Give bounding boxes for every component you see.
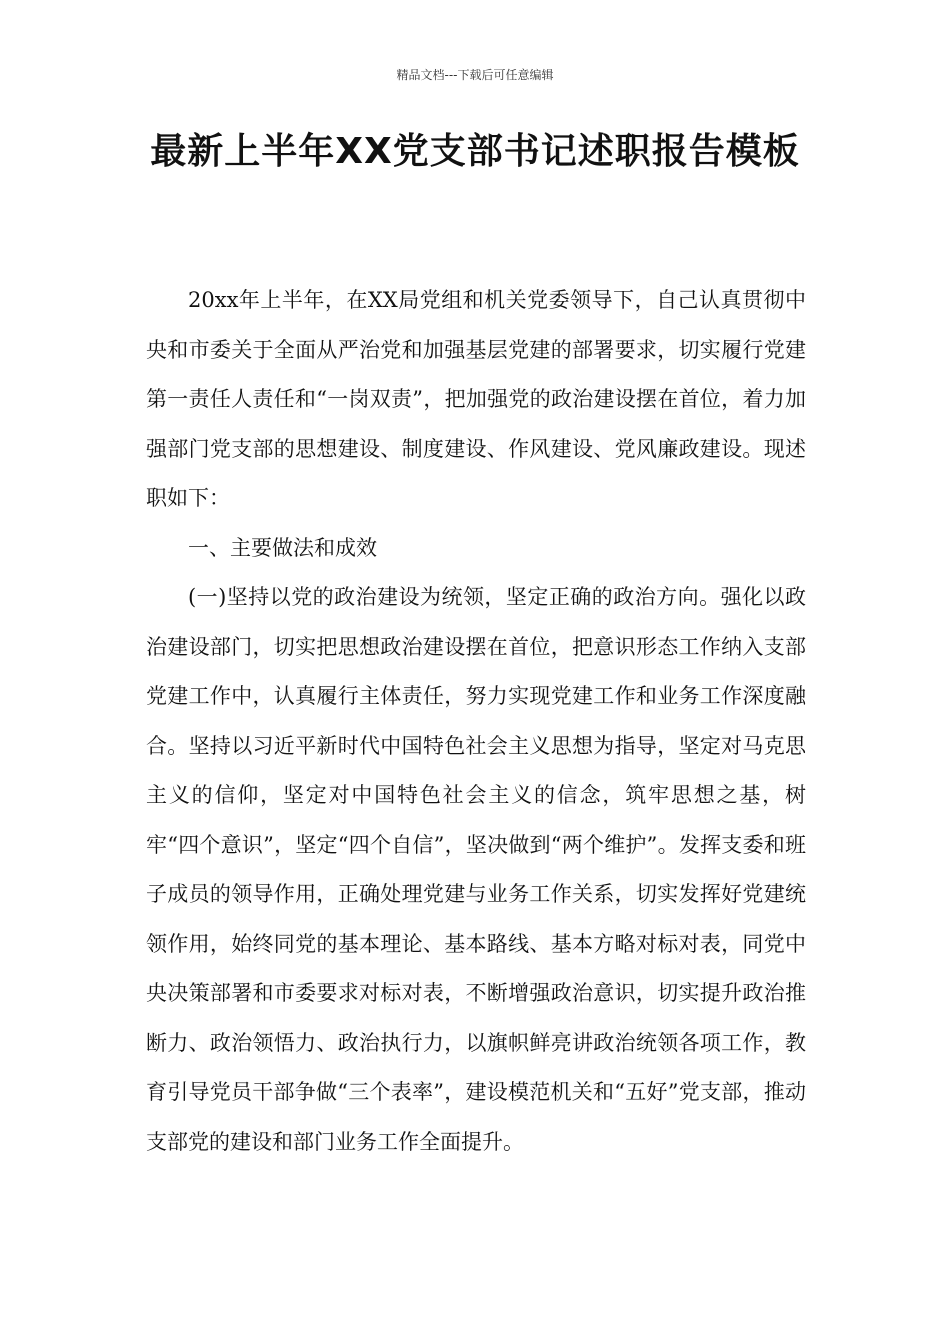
document-body [146, 276, 806, 1167]
document-title: 最新上半年XX党支部书记述职报告模板 [150, 131, 800, 172]
section-heading: 一、主要做法和成效 [188, 535, 377, 560]
paragraph-intro: 20xx年上半年，在XX局党组和机关党委领导下，自己认真贯彻中央和市委关于全面从严治党和加强基层党建的部署要求，切实履行党建第一责任人责任和“一岗双责”，把加强党的政治建设摆在首位，着力加强部门党支部的思想建设、制度建设、作风建设、党风廉政建设。现述职如下： [146, 288, 806, 510]
page-header-note: 精品文档---下载后可任意编辑 [396, 68, 554, 82]
paragraph-section-1: (一)坚持以党的政治建设为统领，坚定正确的政治方向。强化以政治建设部门，切实把思想政治建设摆在首位，把意识形态工作纳入支部党建工作中，认真履行主体责任，努力实现党建工作和业务工作深度融合。坚持以习近平新时代中国特色社会主义思想为指导，坚定对马克思主义的信仰，坚定对中国特色社会主义的信念，筑牢思想之基，树牢“四个意识”，坚定“四个自信”，坚决做到“两个维护”。发挥支委和班子成员的领导作用，正确处理党建与业务工作关系，切实发挥好党建统领作用，始终同党的基本理论、基本路线、基本方略对标对表，同党中央决策部署和市委要求对标对表，不断增强政治意识，切实提升政治推断力、政治领悟力、政治执行力，以旗帜鲜亮讲政治统领各项工作，教育引导党员干部争做“三个表率”，建设模范机关和“五好”党支部，推动支部党的建设和部门业务工作全面提升。 [146, 585, 806, 1154]
